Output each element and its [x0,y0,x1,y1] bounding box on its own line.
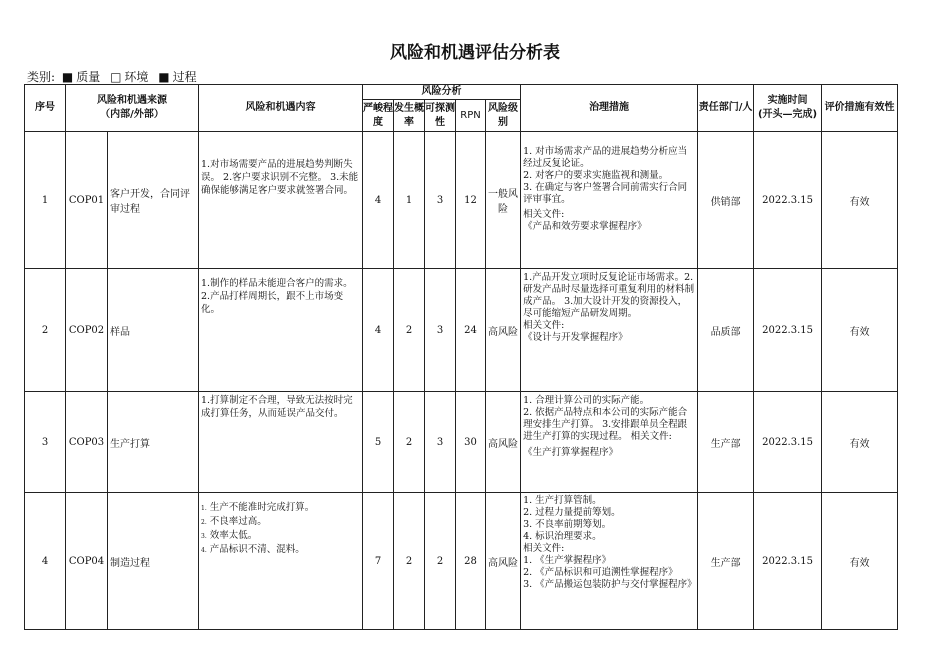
row-no: 2 [25,269,66,392]
header-rpn: RPN [456,100,486,132]
row-no: 3 [25,392,66,493]
header-time: 实施时间 (开头—完成) [754,85,822,132]
row-no: 4 [25,493,66,630]
row-occurrence: 2 [394,392,425,493]
category-option-process[interactable] [158,70,199,84]
header-source: 风险和机遇来源 （内部/外部） [66,85,199,132]
row-rpn: 24 [456,269,486,392]
row-rpn: 12 [456,132,486,269]
table-row [25,493,898,630]
row-code: COP02 [66,269,108,392]
row-dept: 供销部 [698,132,754,269]
row-code: COP04 [66,493,108,630]
row-eval: 有效 [822,132,898,269]
row-content: 1.对市场需要产品的进展趋势判断失误。 2.客户要求识别不完整。 3.未能确保能够满足客户要求就签署合同。 [199,132,363,269]
row-eval: 有效 [822,392,898,493]
list-item: 2. 不良率过高。 [201,516,267,527]
row-occurrence: 2 [394,493,425,630]
table-row [25,269,898,392]
category-option-environment[interactable] [110,70,151,84]
row-dept: 生产部 [698,493,754,630]
row-severity: 4 [363,269,394,392]
row-detect: 2 [425,493,456,630]
row-rpn: 28 [456,493,486,630]
list-item: 4. 产品标识不清、混料。 [201,544,305,555]
row-code: COP03 [66,392,108,493]
row-time: 2022.3.15 [754,132,822,269]
table-row [25,132,898,269]
row-severity: 7 [363,493,394,630]
header-no: 序号 [25,85,66,132]
row-content [199,493,363,630]
row-measures: 1. 对市场需求产品的进展趋势分析应当经过反复论证。 2. 对客户的要求实施监视和测量。 3. 在确定与客户签署合同前需实行合同评审事宜。 相关文件: 《产品和效劳要求掌握程序》 [521,132,698,269]
row-measures: 1. 生产打算管制。 2. 过程力量提前筹划。 3. 不良率前期筹划。 4. 标识治理要求。 相关文件: 1. 《生产掌握程序》 2. 《产品标识和可追溯性掌握程序》 3. 《产品搬运包装防护与交付掌握程序》 [521,493,698,630]
header-level: 风险级别 [486,100,521,132]
row-eval: 有效 [822,493,898,630]
category-line [27,68,203,85]
row-time: 2022.3.15 [754,392,822,493]
category-option-quality[interactable] [62,70,103,84]
header-severity: 严峻程度 [363,100,394,132]
row-dept: 品质部 [698,269,754,392]
row-occurrence: 2 [394,269,425,392]
row-source: 客户开发，合同评审过程 [108,132,199,269]
category-label: 类别: [27,70,56,84]
row-occurrence: 1 [394,132,425,269]
header-analysis: 风险分析 [363,85,521,100]
row-content: 1.制作的样品未能迎合客户的需求。 2.产品打样周期长，跟不上市场变化。 [199,269,363,392]
row-severity: 5 [363,392,394,493]
row-dept: 生产部 [698,392,754,493]
row-source: 生产打算 [108,392,199,493]
list-item: 3. 效率太低。 [201,530,258,541]
row-time: 2022.3.15 [754,493,822,630]
page-title: 风险和机遇评估分析表 [390,43,560,63]
header-measures: 治理措施 [521,85,698,132]
header-content: 风险和机遇内容 [199,85,363,132]
header-detect: 可探测性 [425,100,456,132]
category-option-label: 质量 [76,70,101,84]
row-detect: 3 [425,269,456,392]
header-dept: 责任部门/人 [698,85,754,132]
checkbox-checked-icon: ■ [61,70,74,84]
row-severity: 4 [363,132,394,269]
row-source: 样品 [108,269,199,392]
list-item: 1. 生产不能准时完成打算。 [201,502,315,513]
row-level: 高风险 [486,392,521,493]
row-code: COP01 [66,132,108,269]
header-eval: 评价措施有效性 [822,85,898,132]
risk-table [24,84,898,630]
checkbox-checked-icon: ■ [158,70,170,84]
row-detect: 3 [425,132,456,269]
row-level: 一般风险 [486,132,521,269]
row-source: 制造过程 [108,493,199,630]
row-content: 1.打算制定不合理，导致无法按时完成打算任务，从而延误产品交付。 [199,392,363,493]
row-measures: 1.产品开发立项时反复论证市场需求。2.研发产品时尽量选择可重复利用的材料制成产品。 3.加大设计开发的资源投入，尽可能缩短产品研发周期。 相关文件: 《设计与开发掌握程序》 [521,269,698,392]
row-rpn: 30 [456,392,486,493]
row-time: 2022.3.15 [754,269,822,392]
header-occurrence: 发生概率 [394,100,425,132]
row-no: 1 [25,132,66,269]
table-row [25,392,898,493]
row-eval: 有效 [822,269,898,392]
row-level: 高风险 [486,269,521,392]
checkbox-empty-icon: □ [110,70,122,84]
row-measures: 1. 合理计算公司的实际产能。 2. 依据产品特点和本公司的实际产能合理安排生产打算。 3.安排跟单员全程跟进生产打算的实现过程。 相关文件: 《生产打算掌握程序》 [521,392,698,493]
row-detect: 3 [425,392,456,493]
category-option-label: 环境 [124,70,149,84]
category-option-label: 过程 [172,70,197,84]
row-level: 高风险 [486,493,521,630]
